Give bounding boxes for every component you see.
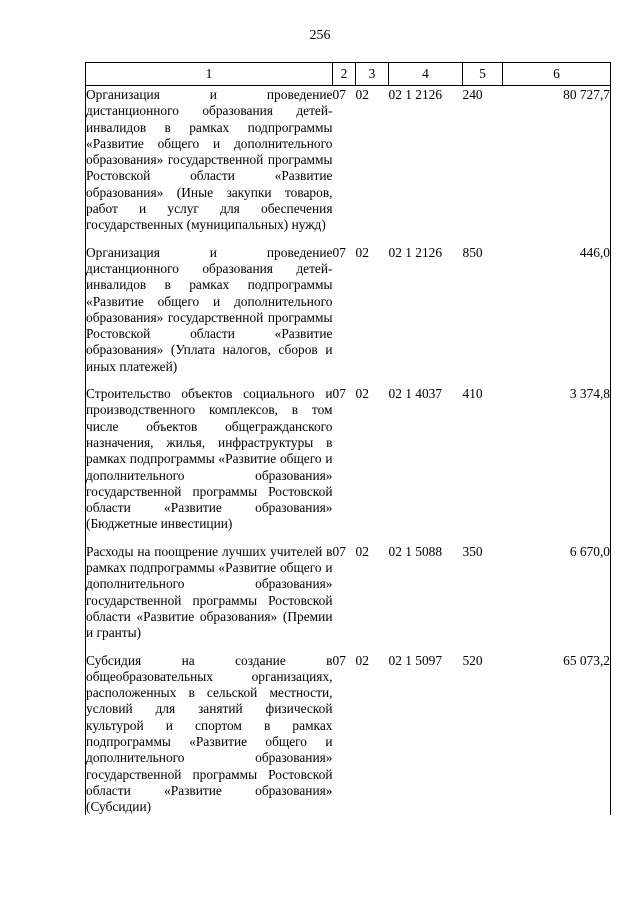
- table-row: [86, 86, 611, 234]
- row-description: Расходы на поощрение лучших учителей в рамках подпрограммы «Развитие общего и дополнительного образования» государственной программы Ростовской области «Развитие образования» (Премии и гранты): [86, 543, 333, 641]
- row-section: 07: [332, 87, 346, 102]
- row-amount: 65 073,2: [503, 652, 611, 816]
- row-target-article: 02 1 2126: [388, 244, 443, 260]
- row-amount: 3 374,8: [503, 385, 611, 533]
- row-section: 07: [332, 244, 346, 260]
- budget-table: [85, 62, 611, 815]
- column-header-6: 6: [503, 63, 611, 86]
- row-expense-type: 410: [462, 386, 483, 402]
- row-subsection: 02: [355, 87, 369, 102]
- column-header-2: 2: [333, 63, 356, 86]
- row-subsection: 02: [355, 244, 369, 260]
- column-header-1: 1: [86, 63, 333, 86]
- row-target-article: 02 1 4037: [388, 386, 443, 402]
- row-description: Организация и проведение дистанционного образования детей-инвалидов в рамках подпрограммы «Развитие общего и дополнительного образования» государственной программы Ростовской области «Развитие образования» (Уплата налогов, сборов и иных платежей): [86, 244, 333, 374]
- page-number: 256: [309, 28, 331, 43]
- row-amount: 80 727,7: [503, 86, 611, 234]
- row-description: Строительство объектов социального и производственного комплексов, в том числе объектов общегражданского назначения, жилья, инфраструктуры в рамках подпрограммы «Развитие общего и дополнительного образования» государственной программы Ростовской области «Развитие образования» (Бюджетные инвестиции): [86, 386, 333, 532]
- row-target-article: 02 1 2126: [388, 87, 443, 102]
- table-row: [86, 652, 611, 816]
- row-target-article: 02 1 5088: [388, 543, 443, 559]
- row-subsection: 02: [355, 386, 369, 402]
- column-header-4: 4: [389, 63, 463, 86]
- row-expense-type: 850: [462, 244, 483, 260]
- column-header-3: 3: [356, 63, 389, 86]
- row-subsection: 02: [355, 652, 369, 668]
- row-description: Субсидия на создание в общеобразовательных организациях, расположенных в сельской местности, условий для занятий физической культурой и спортом в рамках подпрограммы «Развитие общего и дополнительного образования» государственной программы Ростовской области «Развитие образования» (Субсидии): [86, 652, 333, 815]
- table-row: [86, 244, 611, 375]
- row-expense-type: 350: [462, 543, 483, 559]
- row-amount: 6 670,0: [503, 543, 611, 642]
- table-header-row: [86, 63, 611, 86]
- table-row: [86, 543, 611, 642]
- row-section: 07: [332, 652, 346, 668]
- table-row: [86, 385, 611, 533]
- row-subsection: 02: [355, 543, 369, 559]
- row-expense-type: 520: [462, 652, 483, 668]
- row-section: 07: [332, 386, 346, 402]
- row-target-article: 02 1 5097: [388, 652, 443, 668]
- row-section: 07: [332, 543, 346, 559]
- row-expense-type: 240: [462, 87, 483, 102]
- row-description: Организация и проведение дистанционного образования детей-инвалидов в рамках подпрограммы «Развитие общего и дополнительного образования» государственной программы Ростовской области «Развитие образования» (Иные закупки товаров, работ и услуг для обеспечения государственных (муниципальных) нужд): [86, 87, 333, 233]
- row-amount: 446,0: [503, 244, 611, 375]
- column-header-5: 5: [463, 63, 503, 86]
